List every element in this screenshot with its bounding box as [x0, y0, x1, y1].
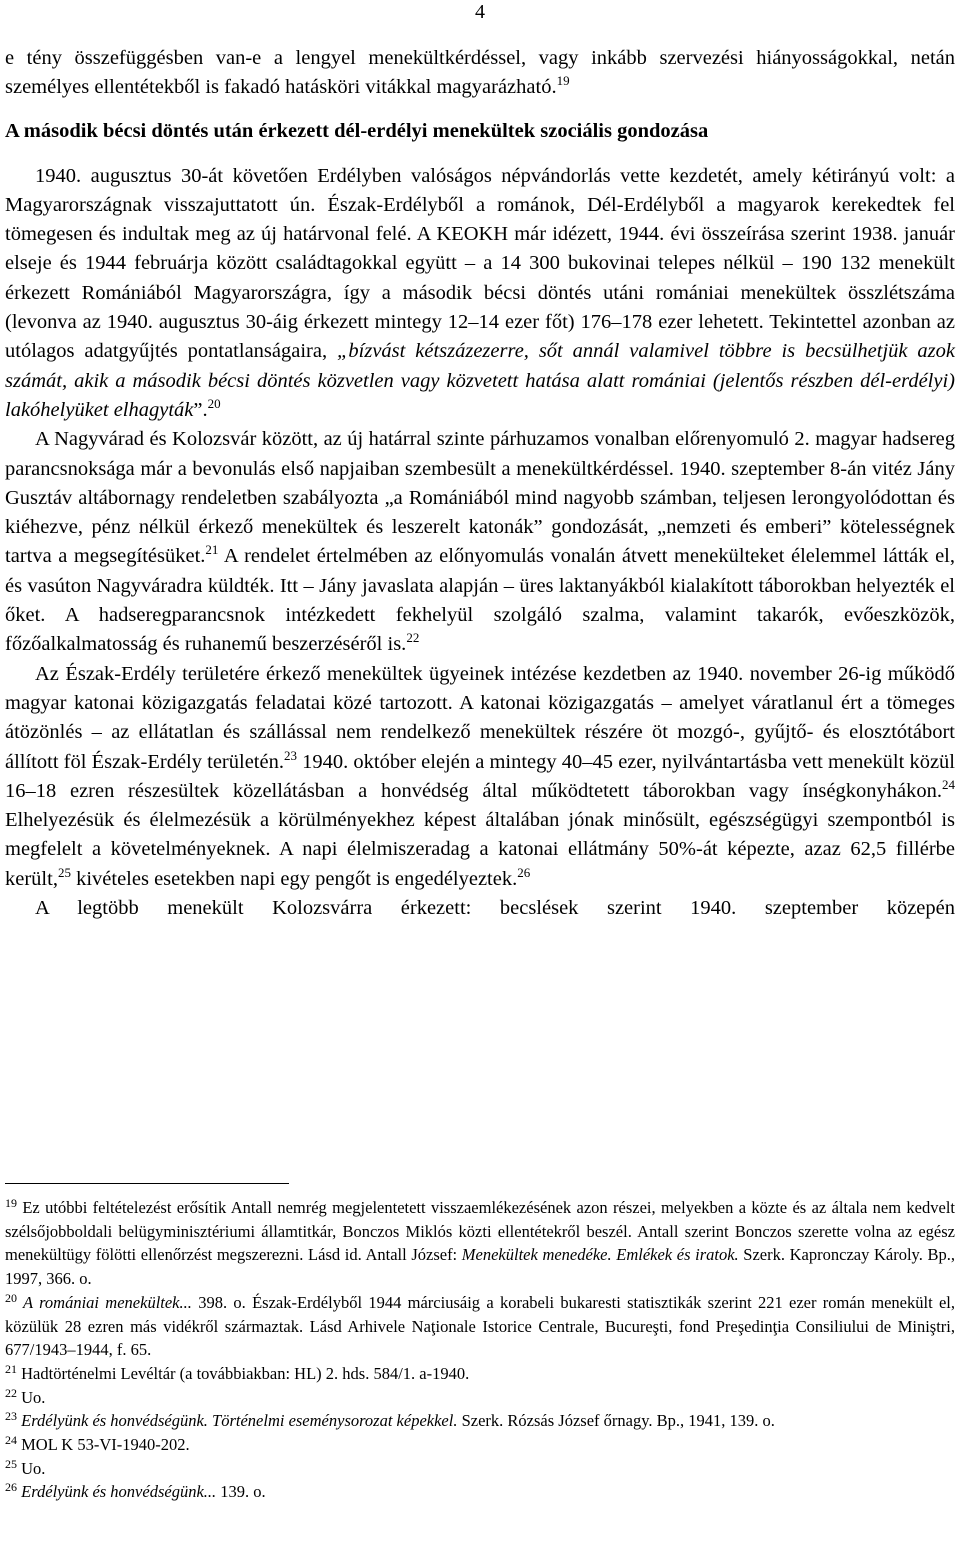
intro-paragraph: e tény összefüggésben van-e a lengyel menekültkérdéssel, vagy inkább szervezési hiányosságokkal, netán személyes ellentétekből is fakadó hatásköri vitákkal magyarázható.$^{19}$	[5, 47, 955, 99]
footnote-ref-25[interactable]: 25	[57, 864, 71, 880]
footnote-ref-20[interactable]: 20	[207, 395, 221, 411]
footnote-21: $^{21}$ Hadtörténelmi Levéltár (a továbbiakban: HL) 2. hds. 584/1. a-1940.	[5, 1361, 470, 1383]
footnote-ref-23[interactable]: 23	[283, 747, 297, 763]
footnote-22: $^{22}$ Uo.	[5, 1385, 46, 1407]
footnote-26: $^{26}$ Erdélyünk és honvédségünk... 139. o.	[5, 1480, 266, 1502]
footnote-separator	[5, 1183, 289, 1184]
footnote-24: $^{24}$ MOL K 53-VI-1940-202.	[5, 1433, 190, 1455]
footnote-19: $^{19}$ Ez utóbbi feltételezést erősítik Antall nemrég megjelentetett visszaemlékezésének azon részei, melyekben a közte és az általa nem kedvelt szélsőjobboldali belügyminisztériumi államtitkár, Bonczos Miklós közti ellentétekről beszél. Antall szerint Bonczos szerette volna az egész menekültügy fölötti ellenőrzést megszerezni. Lásd id. Antall József: Menekültek menedéke. Emlékek és iratok. Szerk. Kapronczay Károly. Bp., 1997, 366. o.	[5, 1196, 955, 1289]
paragraph-4: A legtöbb menekült Kolozsvárra érkezett: becslések szerint 1940. szeptember közepén	[35, 897, 955, 920]
footnotes	[5, 1196, 955, 1504]
footnote-ref-26[interactable]: 26	[517, 864, 531, 880]
footnote-ref-22[interactable]: 22	[406, 630, 420, 646]
footnote-ref-19[interactable]: 19	[556, 73, 570, 89]
main-text	[5, 44, 955, 923]
paragraph-3: Az Észak-Erdély területére érkező menekültek ügyeinek intézése kezdetben az 1940. november 26-ig működő magyar katonai közigazgatás feladatai közé tartozott. A katonai közigazgatás – amelyet váratlanul ért a tömeges átözönlés – az ellátatlan és szállással nem rendelkező menekültek részére öt mozgó-, gyűjtő- és elosztótábort állított föl Észak-Erdély területén.$^{23}$ 1940. október elején a mintegy 40–45 ezer, nyilvántartásba vett menekült közül 16–18 ezren részesültek közellátásban a honvédség által működtetett táborokban vagy ínségkonyhákon.$^{24}$ Elhelyezésük és élelmezésük a körülményekhez képest általában jónak minősült, egészségügyi szempontból is megfelelt a követelményeknek. A napi élelmiszeradag a katonai ellátmány 50%-át képezte, azaz 62,5 fillérbe került,$^{25}$ kivételes esetekben napi egy pengőt is engedélyeztek.$^{26}$	[5, 662, 955, 890]
paragraph-1: 1940. augusztus 30-át követően Erdélyben valóságos népvándorlás vette kezdetét, amely kétirányú volt: a Magyarországnak visszajuttatott ún. Észak-Erdélyből a románok, Dél-Erdélyből a magyarok kerekedtek fel tömegesen és indultak meg az új határvonal felé. A KEOKH már idézett, 1944. évi összeírása szerint 1938. január elseje és 1944 februárja között családtagokkal együtt – a 14 300 bukovinai telepes nélkül – 190 132 menekült érkezett Romániából Magyarországra, így a második bécsi döntés utáni romániai menekültek összlétszáma (levonva az 1940. augusztus 30-áig érkezett mintegy 12–14 ezer főt) 176–178 ezer lehetett. Tekintettel azonban az utólagos adatgyűjtés pontatlanságaira, „bízvást kétszázezerre, sőt annál valamivel többre is becsülhetjük azok számát, akik a második bécsi döntés közvetlen vagy közvetett hatása alatt romániai (jelentős részben dél-erdélyi) lakóhelyüket elhagyták”.$^{20}$	[5, 164, 956, 421]
page-number: 4	[475, 1, 485, 23]
footnote-23: $^{23}$ Erdélyünk és honvédségünk. Történelmi eseménysorozat képekkel. Szerk. Rózsás József őrnagy. Bp., 1941, 139. o.	[5, 1409, 775, 1431]
paragraph-2: A Nagyvárad és Kolozsvár között, az új határral szinte párhuzamos vonalban előrenyomuló 2. magyar hadsereg parancsnoksága már a bevonulás első napjaiban szembesült a menekültkérdéssel. 1940. szeptember 8-án vitéz Jány Gusztáv altábornagy rendeletben szabályozta „a Romániából mind nagyobb számban, teljesen lerongyolódottan és kiéhezve, pénz nélkül érkező menekültek és leszerelt katonák” gondozását, „nemzeti és emberi” kötelességnek tartva a megsegítésüket.$^{21}$ A rendelet értelmében az előnyomulás vonalán átvett menekülteket élelemmel látták el, és vasúton Nagyváradra küldték. Itt – Jány javaslata alapján – üres laktanyákból kialakított táborokban helyezték el őket. A hadseregparancsnok intézkedett fekhelyül szolgáló szalma, valamint takarók, evőeszközök, főzőalkalmatosság és ruhanemű beszerzéséről is.$^{22}$	[5, 428, 955, 656]
footnote-ref-24[interactable]: 24	[942, 776, 955, 792]
footnote-20: $^{20}$ A romániai menekültek... 398. o. Észak-Erdélyből 1944 márciusáig a korabeli bukaresti statisztikák szerint 221 ezer román menekült el, közülük 28 ezren más vidékről származtak. Lásd Arhivele Naţionale Istorice Centrale, Bucureşti, fond Preşedinţia Consiliului de Miniştri, 677/1943–1944, f. 65.	[5, 1290, 956, 1360]
footnote-ref-21[interactable]: 21	[205, 542, 219, 558]
footnote-25: $^{25}$ Uo.	[5, 1456, 46, 1478]
section-heading: A második bécsi döntés után érkezett dél-erdélyi menekültek szociális gondozása	[5, 119, 709, 142]
